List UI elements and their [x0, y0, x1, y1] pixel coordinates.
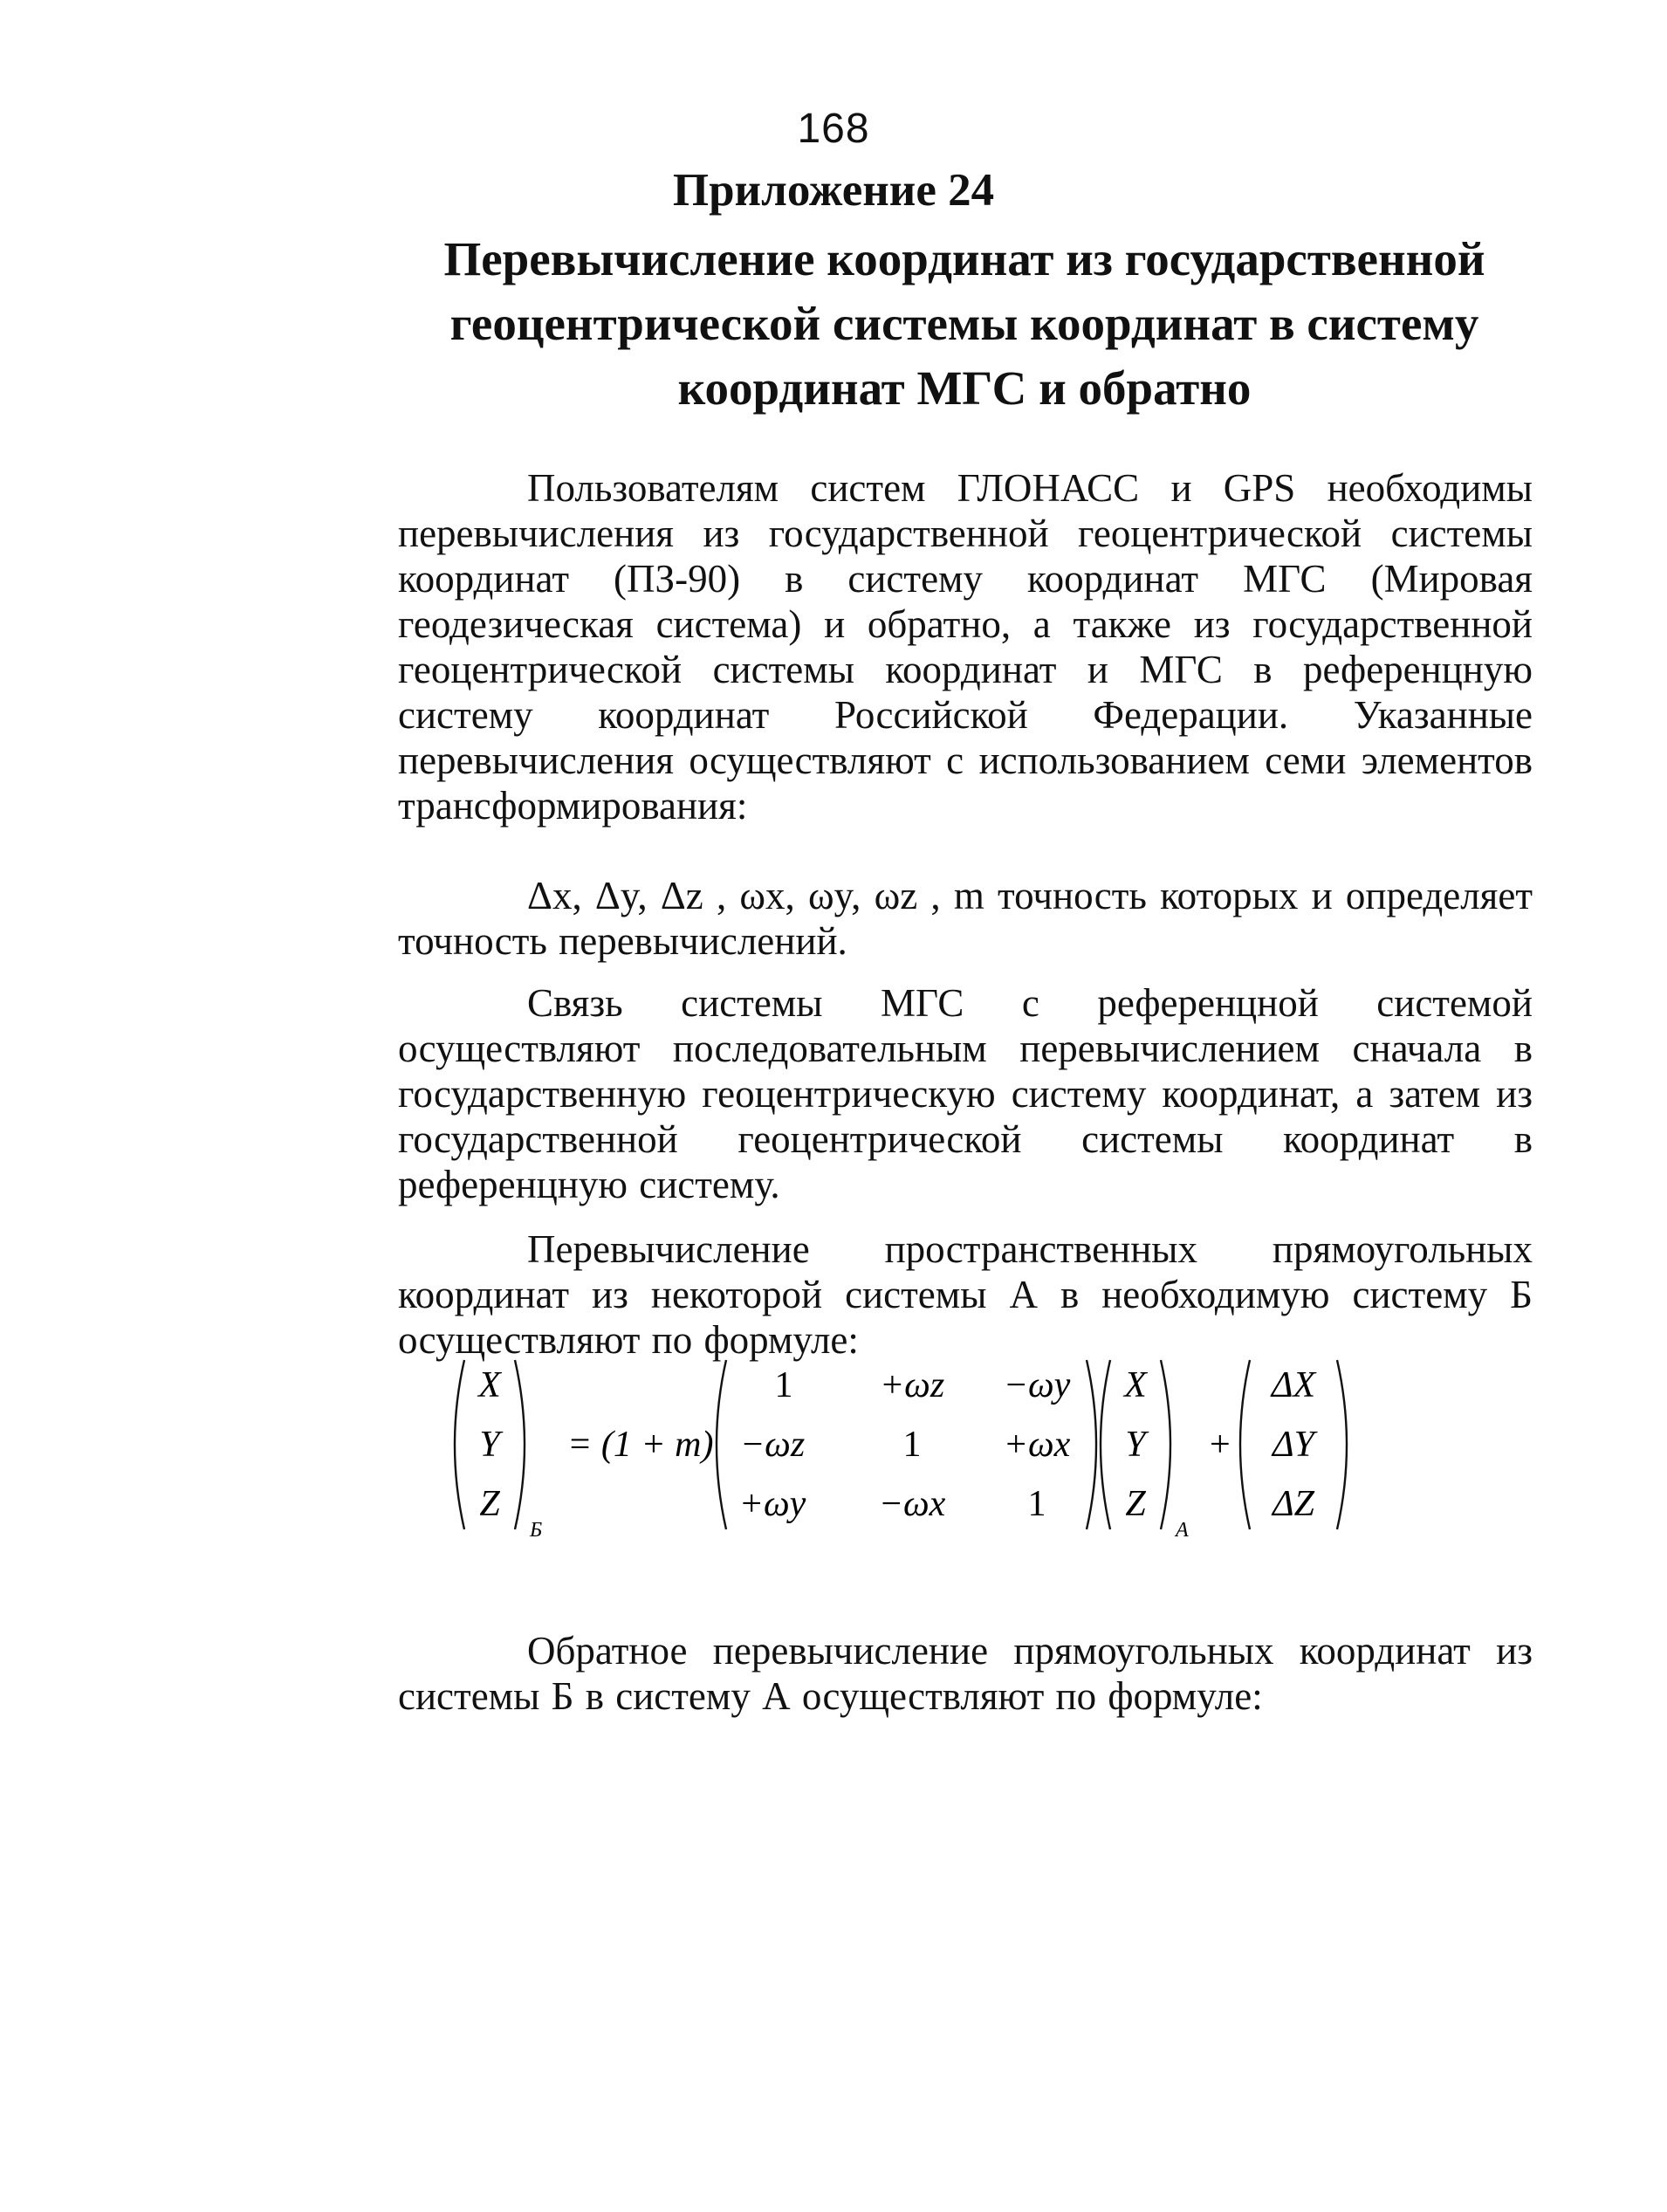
shift-vector-left-paren: [1240, 1360, 1250, 1529]
matrix-cell-1-2: +ωz: [879, 1365, 945, 1405]
inverse-paragraph: Обратное перевычисление прямоугольных координат из системы Б в систему А осуществляют по формуле:: [398, 1629, 1533, 1718]
plus-sign: +: [1210, 1425, 1231, 1465]
result-subscript: Б: [530, 1519, 543, 1542]
intro-paragraph: Пользователям систем ГЛОНАСС и GPS необходимы перевычисления из государственной геоцентрической системы координат (ПЗ-90) в систему координат МГС (Мировая геодезическая система) и обратно, а также из государственной геоцентрической системы координат и МГС в референцную систему координат Российской Федерации. Указанные перевычисления осуществляют с использованием семи элементов трансформирования:: [398, 466, 1533, 828]
matrix-cell-3-3: 1: [1027, 1484, 1046, 1524]
shift-vector-right-paren: [1337, 1360, 1347, 1529]
result-vector-y: Y: [479, 1425, 500, 1465]
result-vector-right-paren: [515, 1360, 525, 1529]
matrix-left-paren: [717, 1360, 726, 1529]
result-vector-z: Z: [479, 1484, 500, 1524]
source-vector-left-paren: [1101, 1360, 1110, 1529]
shift-vector-dy: ΔY: [1272, 1425, 1315, 1465]
matrix-cell-3-2: −ωx: [878, 1484, 946, 1524]
result-vector-left-paren: [455, 1360, 464, 1529]
result-vector-x: X: [478, 1365, 501, 1405]
matrix-cell-2-2: 1: [902, 1425, 922, 1465]
scale-factor: = (1 + m): [567, 1425, 714, 1465]
source-subscript: A: [1176, 1519, 1189, 1542]
transformation-formula: [445, 1353, 1370, 1545]
title-line-2: геоцентрической системы координат в систему: [449, 297, 1479, 350]
page-title: [384, 227, 1545, 421]
matrix-cell-1-3: −ωy: [1003, 1365, 1071, 1405]
matrix-cell-2-1: −ωz: [739, 1425, 806, 1465]
forward-paragraph: Перевычисление пространственных прямоугольных координат из некоторой системы А в необходимую систему Б осуществляют по формуле:: [398, 1227, 1533, 1362]
title-line-3: координат МГС и обратно: [677, 361, 1252, 415]
link-paragraph: Связь системы МГС с референцной системой осуществляют последовательным перевычислением сначала в государственную геоцентрическую систему координат, а затем из государственной геоцентрической системы координат в референцную систему.: [398, 981, 1533, 1206]
page-number: 168: [797, 106, 870, 152]
matrix-cell-2-3: +ωx: [1003, 1425, 1071, 1465]
matrix-right-paren: [1087, 1360, 1096, 1529]
elements-paragraph: Δx, Δy, Δz , ωx, ωy, ωz , m точность которых и определяет точность перевычислений.: [398, 874, 1533, 963]
appendix-heading: Приложение 24: [672, 165, 995, 216]
title-line-1: Перевычисление координат из государственной: [443, 232, 1485, 285]
source-vector-z: Z: [1125, 1484, 1146, 1524]
source-vector-x: X: [1124, 1365, 1147, 1405]
matrix-cell-3-1: +ωy: [738, 1484, 806, 1524]
shift-vector-dz: ΔZ: [1272, 1484, 1315, 1524]
source-vector-y: Y: [1125, 1425, 1146, 1465]
source-vector-right-paren: [1161, 1360, 1170, 1529]
shift-vector-dx: ΔX: [1271, 1365, 1316, 1405]
matrix-cell-1-1: 1: [774, 1365, 793, 1405]
